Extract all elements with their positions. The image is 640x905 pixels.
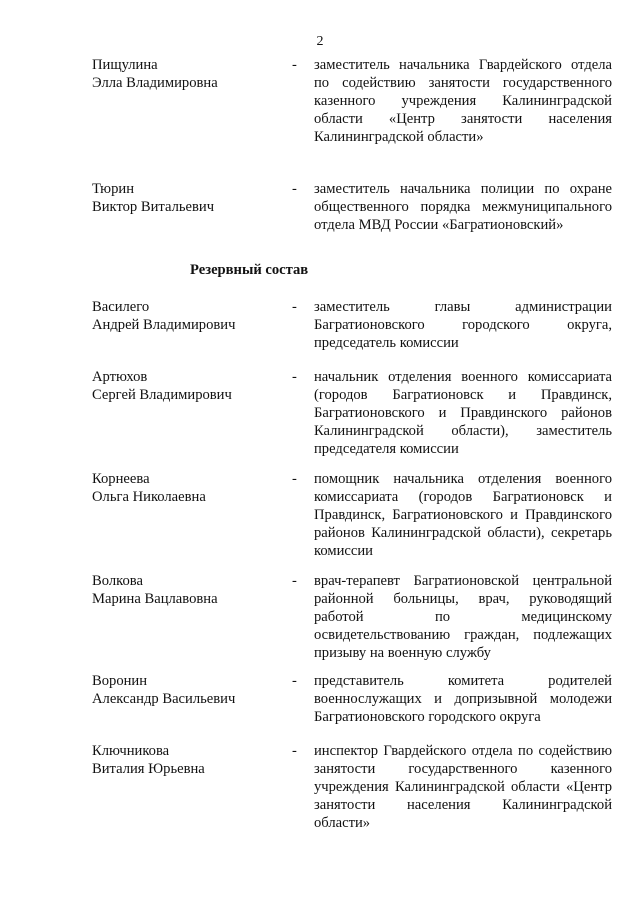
member-given-name: Виталия Юрьевна — [92, 761, 205, 777]
member-name — [92, 298, 282, 334]
member-role: инспектор Гвардейского отдела по содействию занятости государственного казенного учреждения Калининградской области «Центр занятости населения Калининградской области» — [314, 743, 612, 831]
page-number: 2 — [316, 34, 324, 49]
member-role: заместитель начальника Гвардейского отдела по содействию занятости государственного казенного учреждения Калининградской области «Центр занятости населения Калининградской области» — [314, 57, 612, 145]
dash-separator: - — [292, 369, 297, 385]
member-surname: Волкова — [92, 573, 143, 589]
dash-separator: - — [292, 743, 297, 759]
member-role: врач-терапевт Багратионовской центральной районной больницы, врач, руководящий работой по медицинскому освидетельствованию граждан, подлежащих призыву на военную службу — [314, 573, 612, 661]
member-surname: Пищулина — [92, 57, 158, 73]
member-name — [92, 572, 282, 608]
member-name — [92, 742, 282, 778]
member-role: помощник начальника отделения военного комиссариата (городов Багратионовск и Правдинск, Багратионовского и Правдинского районов Калининградской области), секретарь комиссии — [314, 471, 612, 559]
dash-separator: - — [292, 673, 297, 689]
member-given-name: Элла Владимировна — [92, 75, 218, 91]
member-name — [92, 470, 282, 506]
member-given-name: Ольга Николаевна — [92, 489, 206, 505]
member-role: представитель комитета родителей военнослужащих и допризывной молодежи Багратионовского городского округа — [314, 673, 612, 725]
member-given-name: Марина Вацлавовна — [92, 591, 218, 607]
dash-separator: - — [292, 573, 297, 589]
member-name — [92, 368, 282, 404]
member-name — [92, 180, 282, 216]
dash-separator: - — [292, 181, 297, 197]
member-surname: Тюрин — [92, 181, 135, 197]
member-surname: Василего — [92, 299, 150, 315]
member-role: заместитель начальника полиции по охране общественного порядка межмуниципального отдела МВД России «Багратионовский» — [314, 181, 612, 233]
member-given-name: Андрей Владимирович — [92, 317, 236, 333]
member-surname: Корнеева — [92, 471, 150, 487]
member-name — [92, 672, 282, 708]
member-given-name: Сергей Владимирович — [92, 387, 232, 403]
member-name — [92, 56, 282, 92]
member-given-name: Виктор Витальевич — [92, 199, 215, 215]
dash-separator: - — [292, 299, 297, 315]
section-title: Резервный состав — [190, 262, 309, 278]
dash-separator: - — [292, 471, 297, 487]
member-surname: Артюхов — [92, 369, 148, 385]
member-surname: Воронин — [92, 673, 148, 689]
member-given-name: Александр Васильевич — [92, 691, 236, 707]
dash-separator: - — [292, 57, 297, 73]
member-role: заместитель главы администрации Багратионовского городского округа, председатель комиссии — [314, 299, 612, 351]
member-role: начальник отделения военного комиссариата (городов Багратионовск и Правдинск, Багратионовского и Правдинского районов Калининградской области), заместитель председателя комиссии — [314, 369, 612, 457]
member-surname: Ключникова — [92, 743, 170, 759]
